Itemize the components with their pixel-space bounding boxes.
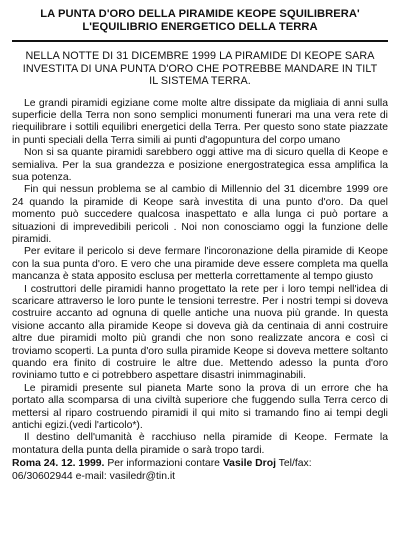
footer-line-1 [12,458,388,470]
subtitle-line-2: INVESTITA DI UNA PUNTA D'ORO CHE POTREBBE MANDARE IN TILT [22,62,378,75]
paragraph: Per evitare il pericolo si deve fermare l'incoronazione della piramide di Keope con la sua punta d'oro. E vero che una piramide deve essere completa ma quella mancanza è stata apposito esclusa per metterla correttamente al tempo giusto [12,246,388,283]
article-title [12,8,388,34]
footer-line-2 [12,471,388,483]
paragraph: Non si sa quante piramidi sarebbero oggi attive ma di sicuro quella di Keope e semialiva. Per la sua grandezza e posizione energostrategica essa amplifica la sua potenza. [12,147,388,183]
phone-number: 06/30602944 [12,470,73,482]
title-divider [12,40,388,42]
info-prefix: Per informazioni contare [107,458,220,470]
email-address[interactable]: vasiledr@tin.it [109,470,176,482]
paragraph: Il destino dell'umanità è racchiuso nella piramide di Keope. Fermate la montatura della punta della piramide o sarà tropo tardi. [12,432,388,456]
paragraph: Le grandi piramidi egiziane come molte altre dissipate da migliaia di anni sulla superficie della Terra non sono semplici monumenti funerari ma una vera rete di riequilibrare i sottili equilibri energetici della Terra. Per questo sono state piazzate in punti speciali della Terra simili ai punti d'agopuntura del corpo umano [12,97,388,146]
paragraph: Fin qui nessun problema se al cambio di Millennio del 31 dicembre 1999 ore 24 quando la piramide di Keope sarà investita di una punto d'oro. Da quel momento può succedere qualcosa inaspettato e alla lunga ci può portare a situazioni di imprevedibili pericoli . Noi non conosciamo oggi la funzione delle piramidi. [12,184,388,245]
title-line-2: L'EQUILIBRIO ENERGETICO DELLA TERRA [82,21,318,33]
title-line-1: LA PUNTA D'ORO DELLA PIRAMIDE KEOPE SQUILIBRERA' [40,8,360,20]
subtitle-line-3: IL SISTEMA TERRA. [149,75,251,87]
email-label: e-mail: [75,470,107,482]
paragraph: I costruttori delle piramidi hanno progettato la rete per i loro tempi nell'idea di scaricare attraverso le loro punte le tensioni terrestre. Per i nostri tempi si doveva costruire accanto ad ognuna di quelle antiche una nuova più grande. In questa visione accanto alla piramide Keope si doveva già da centinaia di anni costruire altre due piramidi molto più grandi che non sono realizzate ancora e così ci troviamo scoperti. La punta d'oro sulla piramide Keope si doveva mettere soltanto quando era finito di costruire le altre due. Mettendo adesso la punta d'oro roviniamo tutto e ci potrebbero aspettare disastri inimmaginabili. [12,283,388,382]
subtitle-line-1: NELLA NOTTE DI 31 DICEMBRE 1999 LA PIRAMIDE DI KEOPE SARA [25,50,375,62]
article-footer [12,458,388,483]
article-body [12,98,388,458]
article-subtitle [12,50,388,88]
date: Roma 24. 12. 1999. [12,458,105,470]
tel-label: Tel/fax: [278,458,312,470]
paragraph: Le piramidi presente sul pianeta Marte sono la prova di un errore che ha portato alla scomparsa di una civiltà superiore che fuggendo sulla Terra cerco di mettersi al riparo costruendo piramidi il qui mito si tramando fino ai tempi degli antichi egizi.(vedi l'articolo*). [12,382,388,432]
author-name: Vasile Droj [222,458,276,470]
